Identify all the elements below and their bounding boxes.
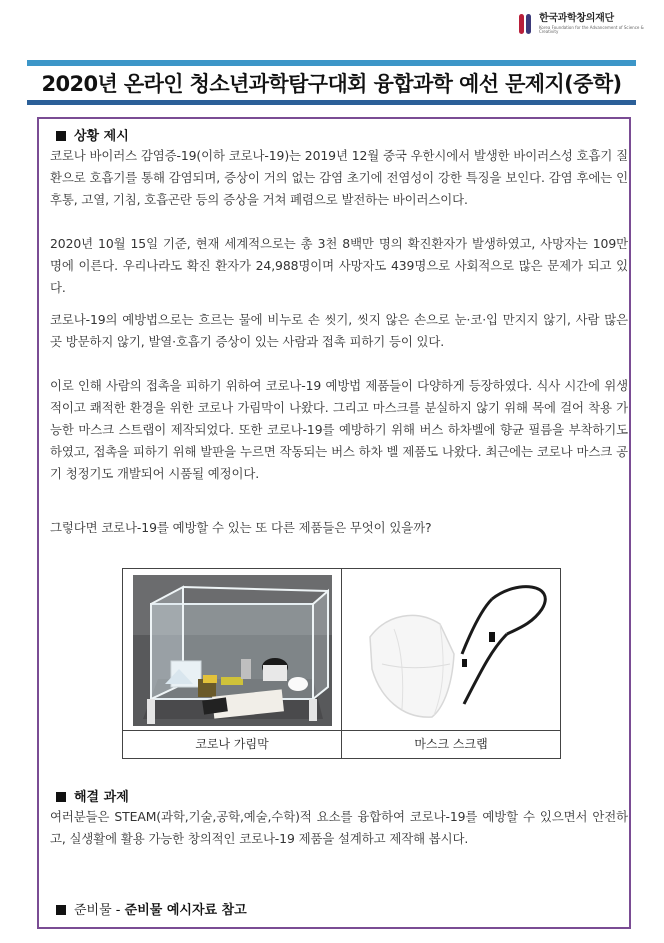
partition-image-cell — [123, 569, 342, 731]
partition-caption: 코로나 가림막 — [123, 731, 342, 758]
materials-reference: 준비물 예시자료 참고 — [124, 903, 247, 918]
materials-heading: 준비물 - 준비물 예시자료 참고 — [56, 899, 247, 918]
situation-paragraph-4: 이로 인해 사람의 접촉을 피하기 위하여 코로나-19 예방법 제품들이 다양하게 등장하였다. 식사 시간에 위생적이고 쾌적한 환경을 위한 코로나 가림막이 나왔다. 그리고 마스크를 분실하지 않기 위해 목에 걸어 착용 가능한 마스크 스트랩이 제작되었다. 또한 코로나-19를 예방하기 위해 버스 하차벨에 향균 필름을 부착하기도 하였고, 접촉을 피하기 위해 발판을 누르면 작동되는 버스 하차 벨 제품도 나왔다. 최근에는 코로나 마스크 공기 청정기도 개발되어 시품될 예정이다. — [50, 378, 628, 481]
square-bullet-icon — [56, 792, 66, 802]
situation-heading: 상황 제시 — [56, 125, 129, 144]
org-logo — [519, 14, 664, 34]
page-title: 2020년 온라인 청소년과학탐구대회 융합과학 예선 문제지(중학) — [41, 72, 622, 96]
title-bottom-bar — [27, 100, 636, 105]
mask-strap-caption: 마스크 스크랩 — [414, 737, 488, 751]
square-bullet-icon — [56, 131, 66, 141]
situation-paragraph-5: 그렇다면 코로나-19를 예방할 수 있는 또 다른 제품들은 무엇이 있을까? — [50, 520, 432, 535]
mask-strap-image-cell — [342, 569, 560, 731]
situation-paragraph-3: 코로나-19의 예방법으로는 흐르는 물에 비누로 손 씻기, 씻지 않은 손으로 눈·코·입 만지지 않기, 사람 많은 곳 방문하지 않기, 발열·호흡기 증상이 있는 사람과 접촉 피하기 등이 있다. — [50, 312, 628, 349]
situation-paragraph-1: 코로나 바이러스 감염증-19(이하 코로나-19)는 2019년 12월 중국 우한시에서 발생한 바이러스성 호흡기 질환으로 호흡기를 통해 감염되며, 증상이 거의 없는 감염 초기에 전염성이 강한 특징을 보인다. 감염 후에는 인후통, 고열, 기침, 호흡곤란 등의 증상을 거쳐 폐렴으로 발전하는 바이러스이다. — [50, 148, 628, 207]
org-name-english: Korea Foundation for the Advancement of Science & Creativity — [538, 25, 644, 34]
mask-strap-photo-icon — [342, 569, 558, 730]
example-images-table — [122, 568, 561, 759]
foundation-logo-icon — [519, 14, 533, 34]
org-name: 한국과학창의재단 — [538, 13, 614, 24]
task-heading: 해결 과제 — [56, 786, 129, 805]
square-bullet-icon — [56, 905, 66, 915]
situation-paragraph-2: 2020년 10월 15일 기준, 현재 세계적으로는 총 3천 8백만 명의 확진환자가 발생하였고, 사망자는 109만 명에 이른다. 우리나라도 확진 환자가 24,988명이며 사망자도 439명으로 사회적으로 많은 문제가 되고 있다. — [50, 236, 628, 295]
acrylic-partition-photo-icon — [123, 569, 340, 730]
task-paragraph: 여러분들은 STEAM(과학,기술,공학,예술,수학)적 요소를 융합하여 코로나-19를 예방할 수 있으면서 안전하고, 실생활에 활용 가능한 창의적인 코로나-19 제품을 설계하고 제작해 봅시다. — [50, 809, 628, 846]
